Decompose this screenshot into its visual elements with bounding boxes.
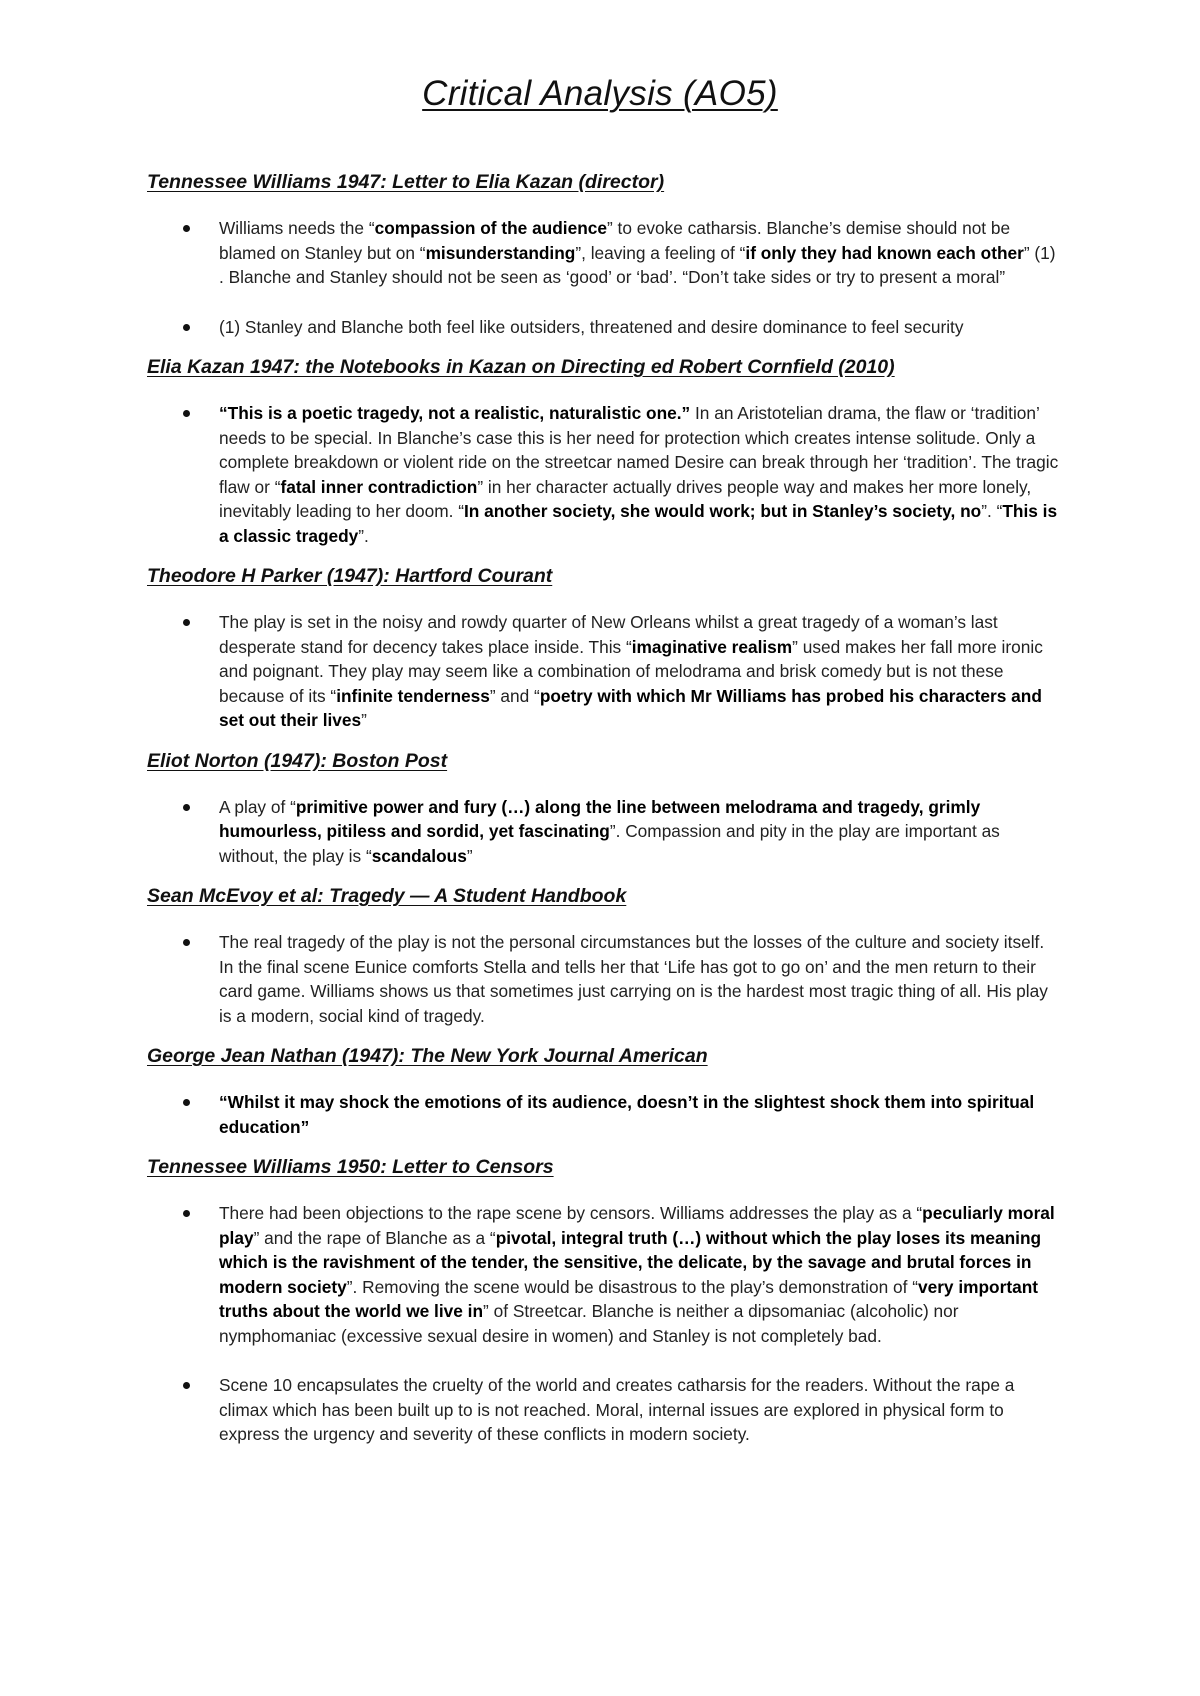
bold-quote-text: fatal inner contradiction xyxy=(280,476,478,497)
bullet-dot-icon xyxy=(183,324,190,331)
bullet-list xyxy=(147,610,1062,733)
bold-quote-text: This is a classic tragedy xyxy=(219,501,1058,546)
body-text: ”, leaving a feeling of “ xyxy=(575,242,746,263)
bullet-list xyxy=(147,216,1062,339)
bullet-list xyxy=(147,1090,1062,1139)
bold-quote-text: infinite tenderness xyxy=(336,685,490,706)
body-text: ” to evoke catharsis. Blanche’s demise should not be blamed on Stanley but on “ xyxy=(219,218,1011,263)
body-text: ”. Compassion and pity in the play are important as without, the play is “ xyxy=(219,821,1000,866)
bullet-item xyxy=(147,610,1062,733)
body-text: ” of Streetcar. Blanche is neither a dipsomaniac (alcoholic) nor nymphomaniac (excessive sexual desire in women) and Stanley is not completely bad. xyxy=(219,1301,959,1346)
bullet-item xyxy=(147,1201,1062,1348)
bullet-item xyxy=(147,1090,1062,1139)
body-text: Scene 10 encapsulates the cruelty of the world and creates catharsis for the readers. Without the rape a climax which has been built up to is not reached. Moral, internal issues are explored in physical form to express the urgency and severity of these conflicts in modern society. xyxy=(219,1375,1015,1444)
bold-quote-text: poetry with which Mr Williams has probed his characters and set out their lives xyxy=(219,685,1042,730)
bold-quote-text: compassion of the audience xyxy=(374,218,607,238)
body-text: The play is set in the noisy and rowdy quarter of New Orleans whilst a great tragedy of a woman’s last desperate stand for decency takes place inside. This “ xyxy=(219,612,998,657)
bullet-item xyxy=(147,401,1062,548)
bullet-list xyxy=(147,1201,1062,1447)
document-body xyxy=(147,170,1062,1447)
body-text: ”. xyxy=(358,525,369,546)
body-text: ”. “ xyxy=(981,501,1003,521)
bold-quote-text: misunderstanding xyxy=(425,242,576,263)
body-text: ” xyxy=(466,845,473,866)
bullet-list xyxy=(147,795,1062,869)
section-heading: Tennessee Williams 1947: Letter to Elia Kazan (director) xyxy=(147,171,665,193)
bullet-dot-icon xyxy=(183,619,190,626)
body-text: In an Aristotelian drama, the flaw or ‘tradition’ needs to be special. In Blanche’s case this is her need for protection which creates intense solitude. Only a complete breakdown or violent ride on the streetcar named Desire can break through her ‘tradition’. The tragic flaw or “ xyxy=(219,403,1059,497)
bold-quote-text: imaginative realism xyxy=(631,636,793,657)
section-heading: Elia Kazan 1947: the Notebooks in Kazan on Directing ed Robert Cornfield (2010) xyxy=(147,356,895,378)
body-text: There had been objections to the rape scene by censors. Williams addresses the play as a “ xyxy=(219,1203,923,1223)
bold-quote-text: very important truths about the world we live in xyxy=(219,1276,1039,1321)
bullet-dot-icon xyxy=(183,1099,190,1106)
bold-quote-text: scandalous xyxy=(371,845,467,866)
bullet-item xyxy=(147,930,1062,1028)
body-text: ” used makes her fall more ironic and poignant. They play may seem like a combination of melodrama and brisk comedy but is not these because of its “ xyxy=(219,636,1043,706)
bullet-dot-icon xyxy=(183,410,190,417)
bold-quote-text: if only they had known each other xyxy=(745,242,1024,263)
body-text: The real tragedy of the play is not the personal circumstances but the losses of the culture and society itself. In the final scene Eunice comforts Stella and tells her that ‘Life has got to go on’ and the men return to their card game. Williams shows us that sometimes just carrying on is the hardest most tragic thing of all. His play is a modern, social kind of tragedy. xyxy=(219,932,1048,1026)
section-heading: Eliot Norton (1947): Boston Post xyxy=(147,749,448,772)
bold-quote-text: In another society, she would work; but in Stanley’s society, no xyxy=(463,501,982,521)
bullet-list xyxy=(147,930,1062,1028)
body-text: (1) Stanley and Blanche both feel like outsiders, threatened and desire dominance to feel security xyxy=(219,316,964,337)
bold-quote-text: primitive power and fury (…) along the line between melodrama and tragedy, grimly humourless, pitiless and sordid, yet fascinating xyxy=(219,796,981,841)
body-text: ” xyxy=(361,710,367,730)
bold-quote-text: pivotal, integral truth (…) without which the play loses its meaning which is the ravishment of the tender, the sensitive, the delicate, by the savage and brutal forces in modern society xyxy=(219,1227,1042,1297)
body-text: ” and “ xyxy=(489,685,540,706)
bold-quote-text: “This is a poetic tragedy, not a realistic, naturalistic one.” xyxy=(219,403,691,423)
bullet-dot-icon xyxy=(183,225,190,232)
bold-quote-text: “Whilst it may shock the emotions of its audience, doesn’t in the slightest shock them into spiritual education” xyxy=(219,1092,1035,1137)
section-heading: Tennessee Williams 1950: Letter to Censors xyxy=(147,1156,554,1178)
body-text: ”. Removing the scene would be disastrous to the play’s demonstration of “ xyxy=(346,1276,918,1297)
bold-quote-text: peculiarly moral play xyxy=(219,1203,1055,1248)
bullet-dot-icon xyxy=(183,1382,190,1389)
bullet-item xyxy=(147,216,1062,290)
section-heading: Theodore H Parker (1947): Hartford Courant xyxy=(147,565,553,587)
body-text: Williams needs the “ xyxy=(219,218,375,238)
bullet-item xyxy=(147,1373,1062,1447)
bullet-item xyxy=(147,795,1062,869)
bullet-item xyxy=(147,315,1062,340)
bullet-dot-icon xyxy=(183,804,190,811)
section-heading: George Jean Nathan (1947): The New York Journal American xyxy=(147,1045,708,1067)
section-heading: Sean McEvoy et al: Tragedy — A Student Handbook xyxy=(147,885,627,907)
page-title: Critical Analysis (AO5) xyxy=(422,74,778,113)
bullet-list xyxy=(147,401,1062,548)
body-text: ” in her character actually drives people way and makes her more lonely, inevitably leading to her doom. “ xyxy=(219,476,1032,521)
body-text: A play of “ xyxy=(219,796,296,817)
bullet-dot-icon xyxy=(183,1210,190,1217)
body-text: ” (1) . Blanche and Stanley should not be seen as ‘good’ or ‘bad’. “Don’t take sides or try to present a moral” xyxy=(219,242,1056,287)
body-text: ” and the rape of Blanche as a “ xyxy=(253,1227,496,1248)
bullet-dot-icon xyxy=(183,939,190,946)
